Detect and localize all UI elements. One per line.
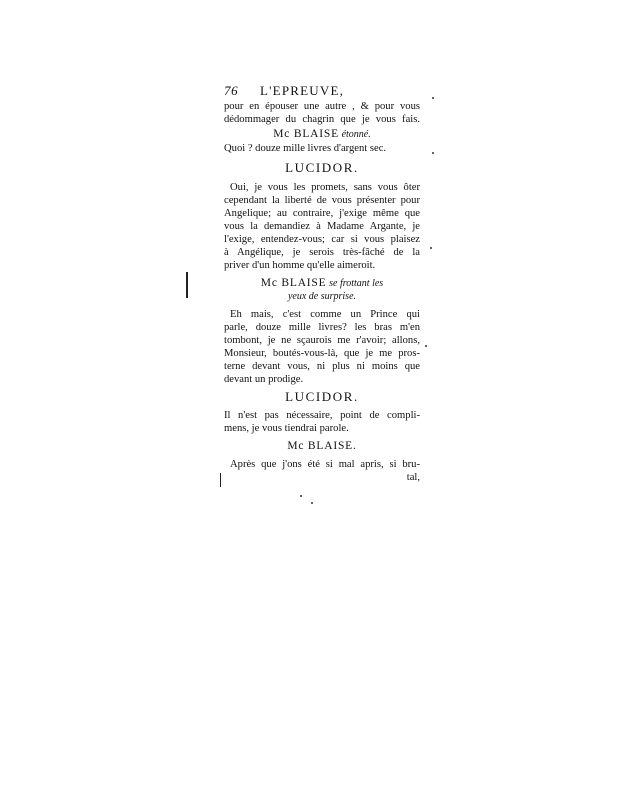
stage-direction: se frottant les [329, 278, 384, 289]
scan-dot [300, 495, 302, 497]
text-line: vous la demandiez à Madame Argante, je [224, 221, 420, 232]
text-line: parle, douze mille livres? les bras m'en [224, 322, 420, 333]
text-line: l'exige, entendez-vous; car si vous plaisez [224, 234, 420, 245]
running-title: L'EPREUVE, [260, 83, 345, 98]
text-line: dédommager du chagrin que je vous fais. [224, 114, 420, 125]
text-line: cependant la liberté de vous présenter pour [224, 195, 420, 206]
speaker-heading: LUCIDOR. [285, 160, 359, 175]
speaker-name: Mc BLAISE [260, 277, 327, 289]
text-line: devant un prodige. [224, 374, 304, 385]
speaker-heading: LUCIDOR. [285, 389, 359, 404]
text-line: pour en épouser une autre , & pour vous [224, 101, 420, 112]
speaker-heading [224, 128, 420, 141]
text-line: Monsieur, boutés-vous-là, que je me pros- [224, 348, 420, 359]
text-line: priver d'un homme qu'elle aimeroit. [224, 260, 376, 271]
scan-dot [432, 97, 434, 99]
scan-dot [430, 247, 432, 249]
scan-dot [432, 152, 434, 154]
text-line: tal, [406, 472, 420, 483]
text-line: Il n'est pas nécessaire, point de compli- [224, 410, 420, 421]
text-line: tombont, je ne sçaurois me r'avoir; allons, [224, 335, 420, 346]
scan-dot [311, 502, 313, 504]
speaker-heading [224, 277, 420, 290]
speaker-name: Mc BLAISE [273, 128, 339, 140]
text-line: Après que j'ons été si mal apris, si bru- [230, 459, 420, 470]
text-line: terne devant vous, ni plus ni moins que [224, 361, 420, 372]
scan-mark [220, 473, 221, 487]
text-line: Eh mais, c'est comme un Prince qui [230, 309, 420, 320]
text-line: Oui, je vous les promets, sans vous ôter [230, 182, 420, 193]
scan-dot [425, 345, 427, 347]
text-line: Angelique; au contraire, j'exige même que [224, 208, 420, 219]
scan-mark [186, 272, 188, 298]
text-line: Quoi ? douze mille livres d'argent sec. [224, 143, 387, 154]
stage-direction: étonné. [341, 129, 371, 140]
stage-direction: yeux de surprise. [287, 291, 357, 302]
text-line: mens, je vous tiendrai parole. [224, 423, 349, 434]
text-line: à Angélique, je serois très-fâché de la [224, 247, 420, 258]
speaker-heading: Mc BLAISE. [287, 440, 357, 452]
page-number: 76 [224, 83, 239, 98]
